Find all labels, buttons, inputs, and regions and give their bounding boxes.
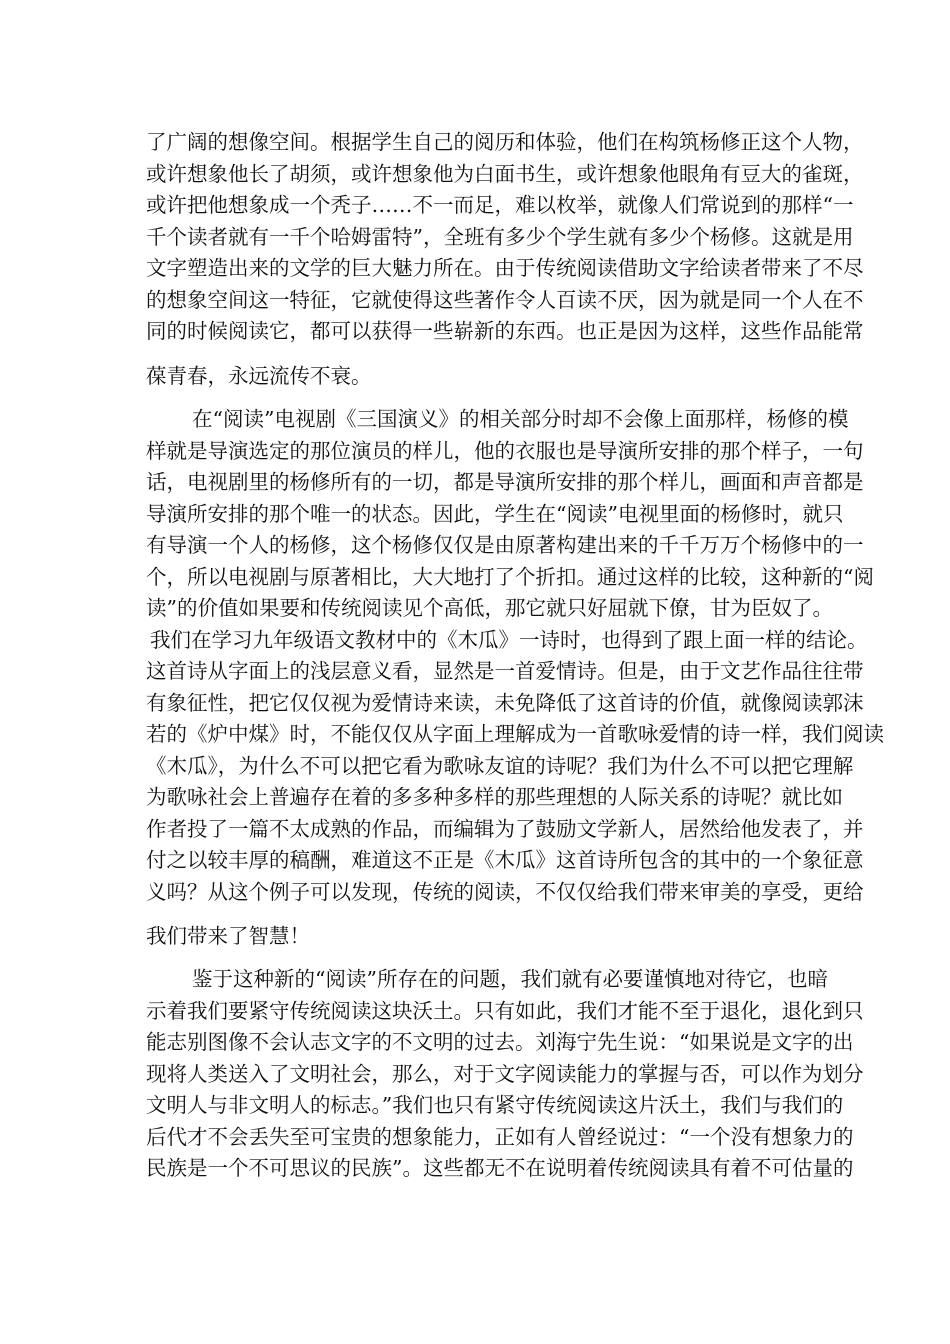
text-line: 或许把他想象成一个秃子……不一而足，难以枚举，就像人们常说到的那样“一	[146, 193, 854, 217]
text-line: 导演所安排的那个唯一的状态。因此，学生在“阅读”电视里面的杨修时，就只	[146, 502, 844, 526]
text-line: 付之以较丰厚的稿酬，难道这不正是《木瓜》这首诗所包含的其中的一个象征意	[146, 848, 864, 872]
text-line: 有导演一个人的杨修，这个杨修仅仅是由原著构建出来的千千万万个杨修中的一	[146, 533, 864, 557]
text-line: 样就是导演选定的那位演员的样儿，他的衣服也是导演所安排的那个样子，一句	[146, 439, 864, 463]
text-line: 话，电视剧里的杨修所有的一切，都是导演所安排的那个样儿，画面和声音都是	[146, 470, 864, 494]
text-line: 的想象空间这一特征，它就使得这些著作令人百读不厌，因为就是同一个人在不	[146, 288, 864, 312]
text-line: 文明人与非文明人的标志。”我们也只有紧守传统阅读这片沃土，我们与我们的	[146, 1093, 844, 1117]
text-line: 文字塑造出来的文学的巨大魅力所在。由于传统阅读借助文字给读者带来了不尽	[146, 256, 864, 280]
text-line: 义吗？从这个例子可以发现，传统的阅读，不仅仅给我们带来审美的享受，更给	[146, 880, 864, 904]
text-line: 为歌咏社会上普遍存在着的多多种多样的那些理想的人际关系的诗呢？就比如	[146, 785, 843, 809]
text-line: 若的《炉中煤》时，不能仅仅从字面上理解成为一首歌咏爱情的诗一样，我们阅读	[146, 722, 884, 746]
text-line: 同的时候阅读它，都可以获得一些崭新的东西。也正是因为这样，这些作品能常	[146, 319, 864, 343]
text-line: 有象征性，把它仅仅视为爱情诗来读，未免降低了这首诗的价值，就像阅读郭沫	[146, 691, 864, 715]
text-line: 千个读者就有一千个哈姆雷特”，全班有多少个学生就有多少个杨修。这就是用	[146, 225, 854, 249]
text-line: 个，所以电视剧与原著相比，大大地打了个折扣。通过这样的比较，这种新的“阅	[146, 565, 874, 589]
text-line: 鉴于这种新的“阅读”所存在的问题，我们就有必要谨慎地对待它，也暗	[192, 967, 828, 991]
text-line: 能志别图像不会认志文字的不文明的过去。刘海宁先生说：“如果说是文字的出	[146, 1030, 854, 1054]
text-line: 现将人类送入了文明社会，那么，对于文字阅读能力的掌握与否，可以作为划分	[146, 1062, 864, 1086]
text-line: 作者投了一篇不太成熟的作品，而编辑为了鼓励文学新人，居然给他发表了，并	[146, 817, 864, 841]
text-line: 了广阔的想像空间。根据学生自己的阅历和体验，他们在构筑杨修正这个人物，	[146, 130, 864, 154]
text-line: 葆青春，永远流传不衰。	[146, 364, 372, 388]
text-line: 我们在学习九年级语文教材中的《木瓜》一诗时，也得到了跟上面一样的结论。	[150, 628, 868, 652]
text-line: 在“阅读”电视剧《三国演义》的相关部分时却不会像上面那样，杨修的模	[192, 407, 849, 431]
text-line: 读”的价值如果要和传统阅读见个高低，那它就只好屈就下僚，甘为臣奴了。	[146, 596, 833, 620]
text-line: 后代才不会丢失至可宝贵的想象能力，正如有人曾经说过：“一个没有想象力的	[146, 1125, 854, 1149]
text-line: 这首诗从字面上的浅层意义看，显然是一首爱情诗。但是，由于文艺作品往往带	[146, 659, 864, 683]
text-line: 我们带来了智慧！	[146, 924, 310, 948]
text-line: 民族是一个不可思议的民族”。这些都无不在说明着传统阅读具有着不可估量的	[146, 1156, 854, 1180]
text-line: 示着我们要紧守传统阅读这块沃土。只有如此，我们才能不至于退化，退化到只	[146, 999, 864, 1023]
text-line: 或许想象他长了胡须，或许想象他为白面书生，或许想象他眼角有豆大的雀斑，	[146, 162, 864, 186]
text-line: 《木瓜》，为什么不可以把它看为歌咏友谊的诗呢？我们为什么不可以把它理解	[146, 754, 854, 778]
